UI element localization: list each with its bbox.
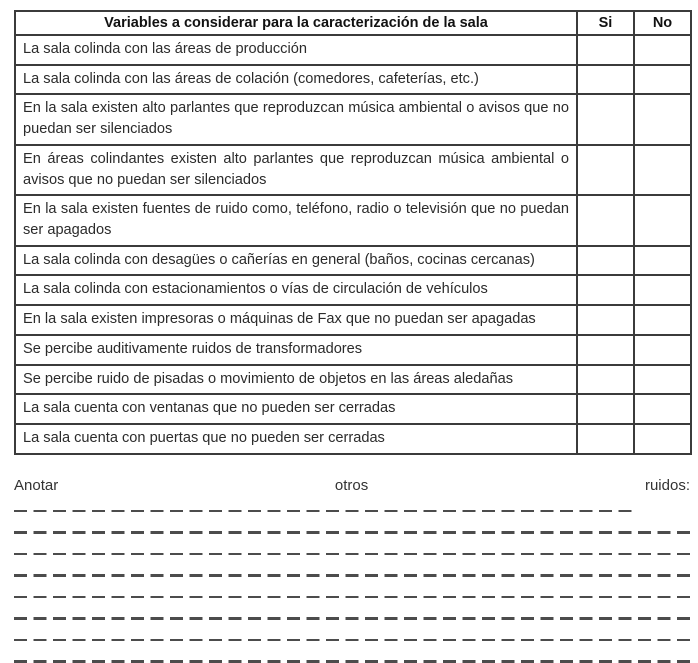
table-row: [15, 394, 691, 424]
variable-text: La sala cuenta con puertas que no pueden ser cerradas: [15, 424, 577, 454]
no-answer-cell[interactable]: [634, 35, 691, 65]
si-answer-cell[interactable]: [577, 195, 634, 245]
table-row: [15, 424, 691, 454]
label-word-anotar: Anotar: [14, 476, 59, 494]
variable-text: La sala colinda con desagües o cañerías en general (baños, cocinas cercanas): [15, 246, 577, 276]
no-answer-cell[interactable]: [634, 94, 691, 144]
no-answer-cell[interactable]: [634, 394, 691, 424]
variable-text: En la sala existen fuentes de ruido como, teléfono, radio o televisión que no puedan ser apagados: [15, 195, 577, 245]
write-in-line[interactable]: [14, 617, 690, 620]
si-answer-cell[interactable]: [577, 365, 634, 395]
table-row: [15, 246, 691, 276]
table-row: [15, 305, 691, 335]
write-in-line[interactable]: [14, 553, 690, 556]
si-answer-cell[interactable]: [577, 394, 634, 424]
si-answer-cell[interactable]: [577, 335, 634, 365]
no-answer-cell[interactable]: [634, 365, 691, 395]
write-in-line[interactable]: [14, 574, 690, 577]
table-row: [15, 335, 691, 365]
label-word-otros: otros: [334, 476, 369, 494]
table-row: [15, 365, 691, 395]
no-answer-cell[interactable]: [634, 246, 691, 276]
no-answer-cell[interactable]: [634, 145, 691, 195]
write-in-line[interactable]: [14, 510, 636, 513]
other-noises-label: [14, 477, 692, 494]
si-answer-cell[interactable]: [577, 275, 634, 305]
characterization-table: [14, 10, 692, 455]
si-answer-cell[interactable]: [577, 94, 634, 144]
no-answer-cell[interactable]: [634, 335, 691, 365]
label-word-ruidos: ruidos:: [644, 476, 690, 494]
variable-text: La sala colinda con las áreas de colación (comedores, cafeterías, etc.): [15, 65, 577, 95]
variable-text: En áreas colindantes existen alto parlantes que reproduzcan música ambiental o avisos que no puedan ser silenciados: [15, 145, 577, 195]
table-header-row: [15, 11, 691, 35]
table-row: [15, 65, 691, 95]
no-answer-cell[interactable]: [634, 305, 691, 335]
other-noises-section: [14, 477, 692, 663]
write-in-lines: [14, 510, 692, 663]
si-answer-cell[interactable]: [577, 246, 634, 276]
no-answer-cell[interactable]: [634, 275, 691, 305]
si-answer-cell[interactable]: [577, 305, 634, 335]
si-answer-cell[interactable]: [577, 35, 634, 65]
variable-text: Se percibe auditivamente ruidos de transformadores: [15, 335, 577, 365]
variable-text: En la sala existen impresoras o máquinas de Fax que no puedan ser apagadas: [15, 305, 577, 335]
table-row: [15, 195, 691, 245]
si-answer-cell[interactable]: [577, 424, 634, 454]
table-row: [15, 35, 691, 65]
write-in-line[interactable]: [14, 596, 690, 599]
column-header-no: No: [634, 11, 691, 35]
write-in-line[interactable]: [14, 660, 690, 663]
no-answer-cell[interactable]: [634, 65, 691, 95]
variable-text: La sala colinda con estacionamientos o vías de circulación de vehículos: [15, 275, 577, 305]
variable-text: La sala cuenta con ventanas que no pueden ser cerradas: [15, 394, 577, 424]
table-row: [15, 145, 691, 195]
write-in-line[interactable]: [14, 531, 690, 534]
si-answer-cell[interactable]: [577, 145, 634, 195]
no-answer-cell[interactable]: [634, 195, 691, 245]
write-in-line[interactable]: [14, 639, 690, 642]
si-answer-cell[interactable]: [577, 65, 634, 95]
column-header-si: Si: [577, 11, 634, 35]
table-row: [15, 94, 691, 144]
variable-text: La sala colinda con las áreas de producción: [15, 35, 577, 65]
variable-text: Se percibe ruido de pisadas o movimiento de objetos en las áreas aledañas: [15, 365, 577, 395]
no-answer-cell[interactable]: [634, 424, 691, 454]
table-row: [15, 275, 691, 305]
variable-text: En la sala existen alto parlantes que reproduzcan música ambiental o avisos que no puedan ser silenciados: [15, 94, 577, 144]
table-title: Variables a considerar para la caracterización de la sala: [15, 11, 577, 35]
